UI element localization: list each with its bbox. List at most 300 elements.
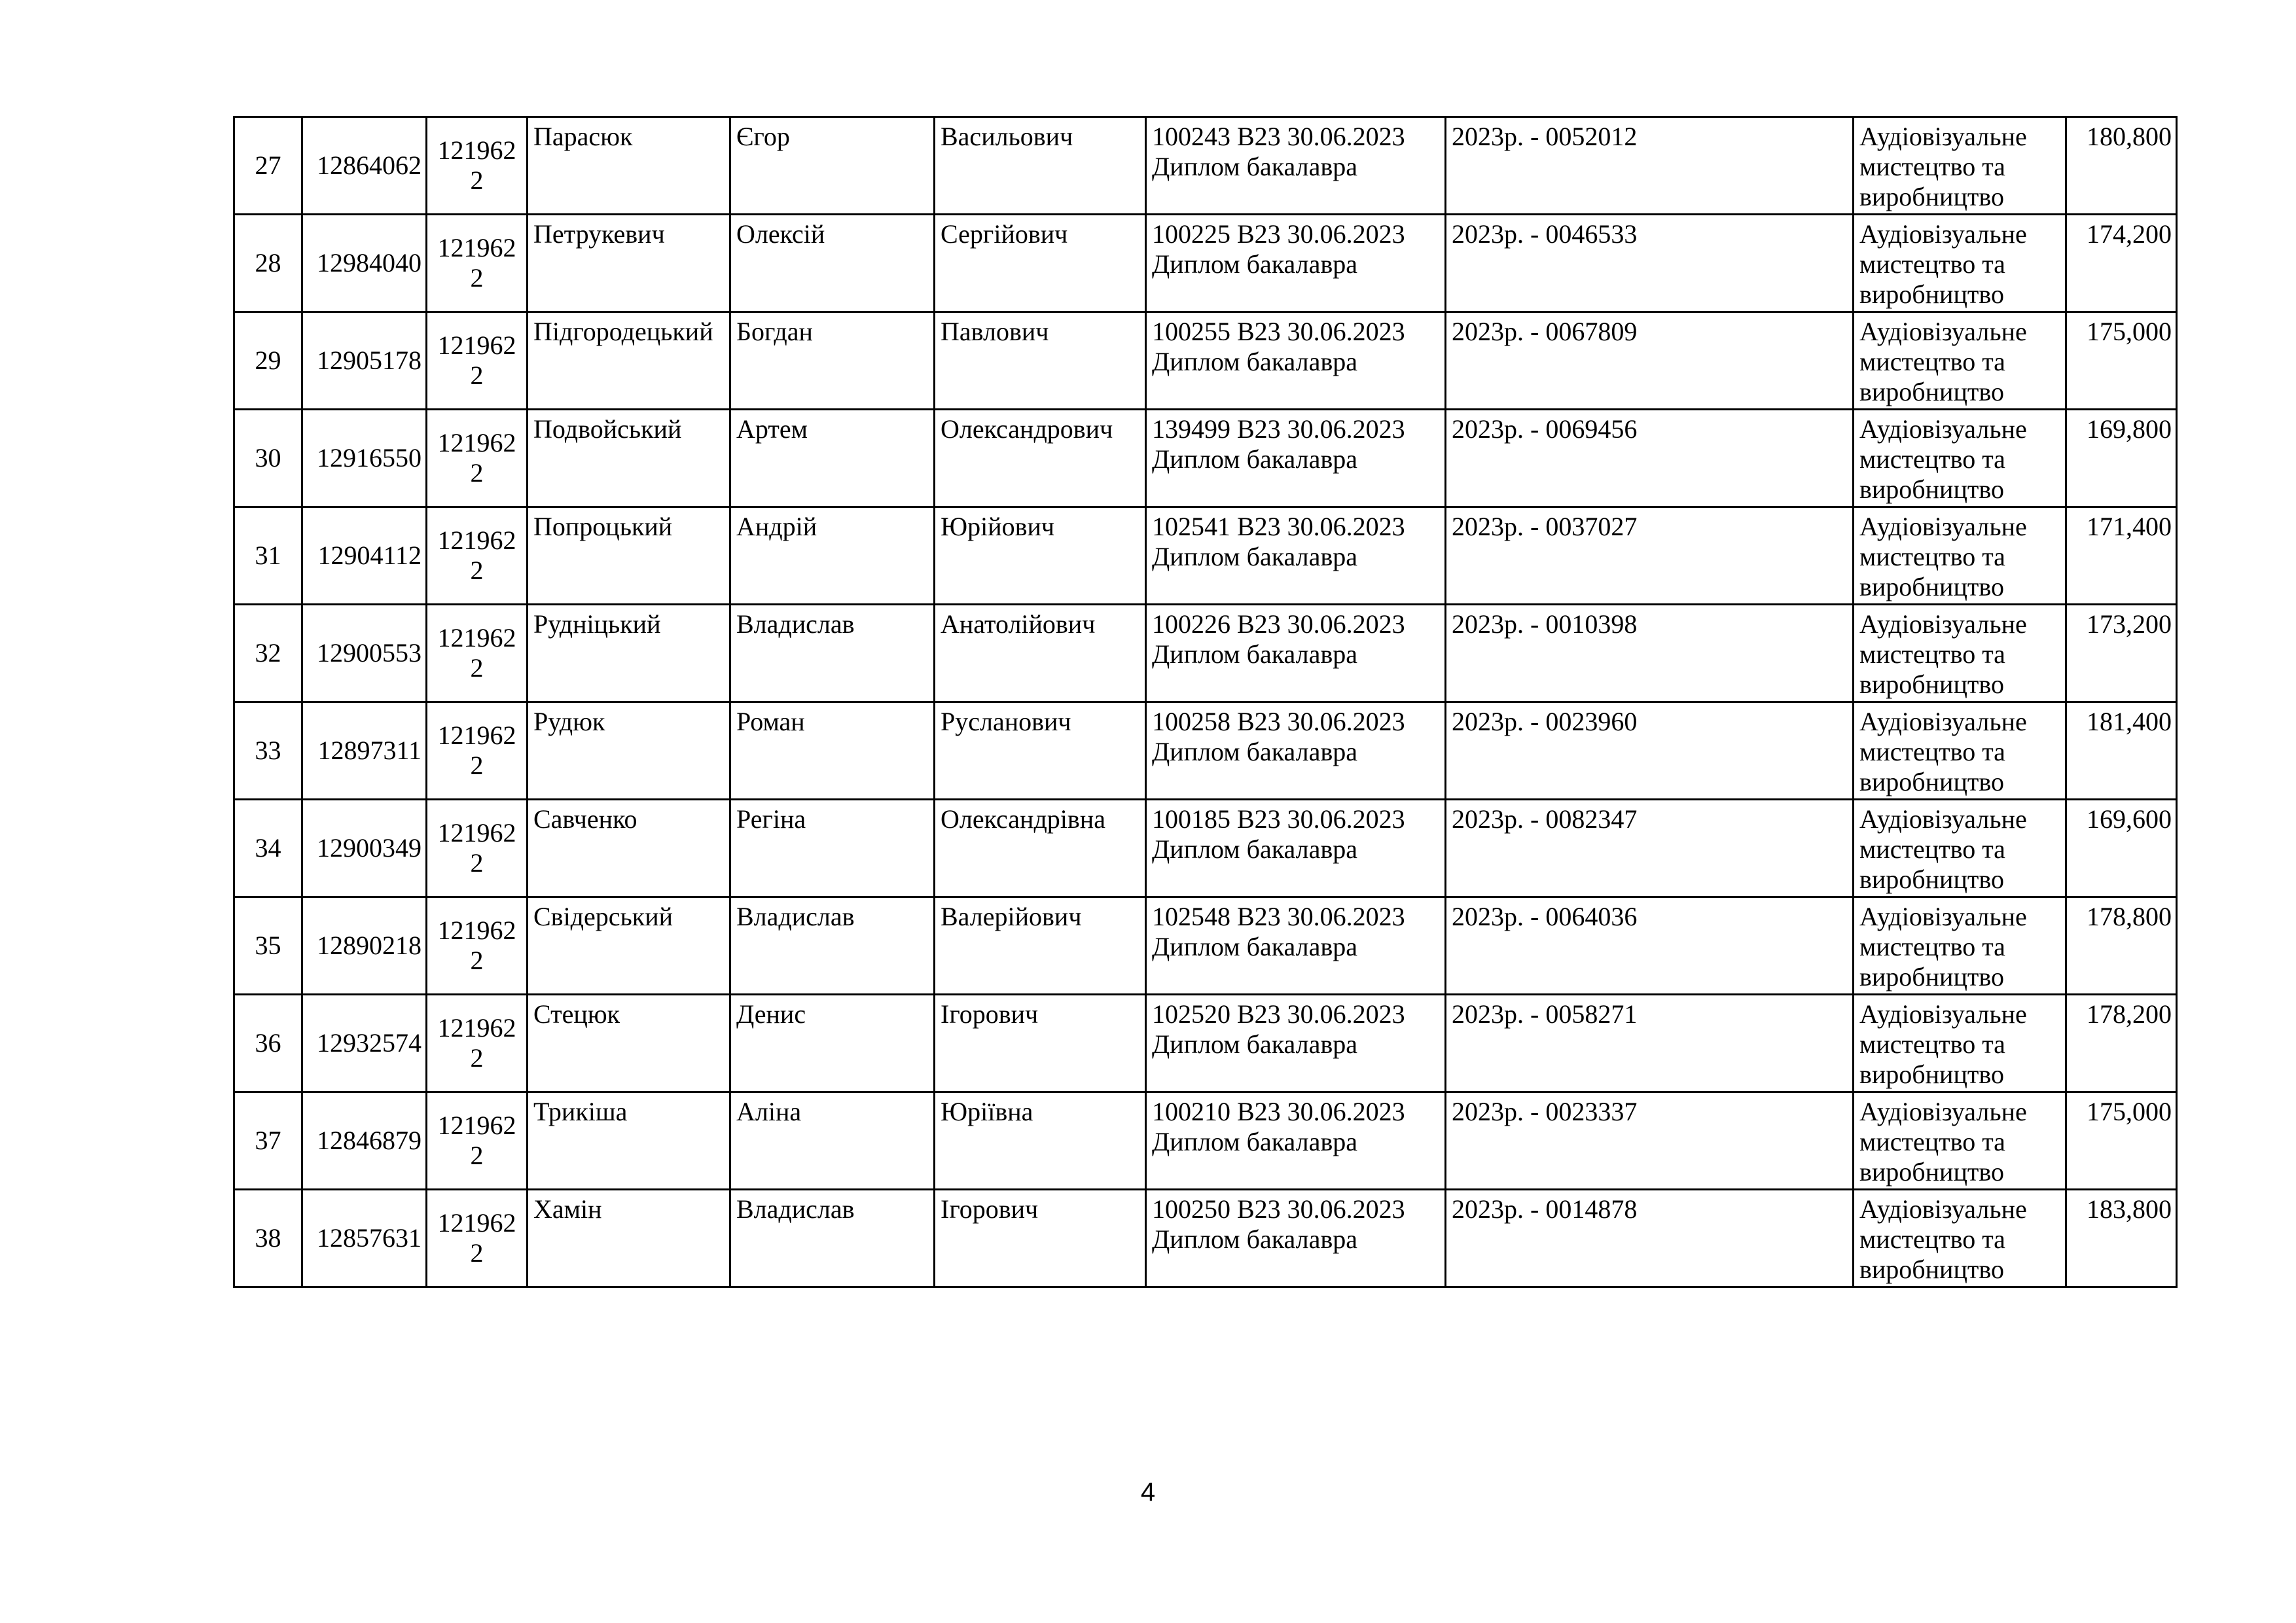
person-id-cell [302,605,427,702]
patronymic: Юрійович [941,512,1055,541]
diploma-number: 139499 B23 30.06.2023 [1152,414,1405,444]
table-row [234,410,2177,507]
person-id-cell [302,312,427,410]
records-table [233,116,2178,1288]
table-row [234,117,2177,215]
diploma-cell [1146,995,1446,1092]
code-line-2: 2 [470,946,484,975]
table-row [234,507,2177,605]
first-name-cell [730,605,935,702]
first-name-cell [730,312,935,410]
diploma-number: 100185 B23 30.06.2023 [1152,804,1405,834]
specialty-cell [1854,1190,2066,1287]
code-line-1: 121962 [437,1013,516,1043]
specialty-line-3: виробництво [1859,865,2004,894]
surname-cell [528,1092,730,1190]
diploma-number: 102541 B23 30.06.2023 [1152,512,1405,541]
registration-cell [1446,897,1854,995]
specialty-cell [1854,800,2066,897]
code-cell [427,800,528,897]
registration-number: 2023р. - 0082347 [1452,804,1638,834]
code-line-2: 2 [470,263,484,293]
code-cell [427,995,528,1092]
score-cell [2066,995,2177,1092]
first-name: Владислав [736,902,855,931]
row-number: 37 [255,1126,281,1155]
first-name-cell [730,995,935,1092]
patronymic-cell [935,897,1146,995]
surname-cell [528,995,730,1092]
score: 175,000 [2087,317,2172,346]
score: 173,200 [2087,609,2172,639]
code-line-1: 121962 [437,721,516,750]
specialty-line-2: мистецтво та [1859,444,2005,474]
specialty-line-1: Аудіовізуальне [1859,609,2027,639]
surname-cell [528,312,730,410]
table-row [234,1190,2177,1287]
score-cell [2066,215,2177,312]
code-line-2: 2 [470,1141,484,1170]
diploma-cell [1146,507,1446,605]
specialty-cell [1854,897,2066,995]
specialty-line-3: виробництво [1859,279,2004,309]
code-line-2: 2 [470,1043,484,1073]
patronymic-cell [935,117,1146,215]
diploma-cell [1146,605,1446,702]
surname: Петрукевич [533,219,665,249]
table-row [234,897,2177,995]
diploma-number: 100225 B23 30.06.2023 [1152,219,1405,249]
row-number: 30 [255,443,281,473]
first-name-cell [730,897,935,995]
specialty-line-1: Аудіовізуальне [1859,999,2027,1029]
patronymic-cell [935,605,1146,702]
table-row [234,215,2177,312]
patronymic: Васильович [941,122,1073,151]
code-cell [427,312,528,410]
person-id: 12904112 [317,541,422,570]
row-number-cell [234,702,302,800]
registration-number: 2023р. - 0014878 [1452,1194,1638,1224]
specialty-line-1: Аудіовізуальне [1859,804,2027,834]
first-name: Владислав [736,1194,855,1224]
page-number: 4 [1140,1478,1156,1507]
code-line-1: 121962 [437,233,516,262]
registration-cell [1446,605,1854,702]
person-id: 12984040 [317,248,422,277]
diploma-type: Диплом бакалавра [1152,737,1358,766]
patronymic-cell [935,410,1146,507]
registration-number: 2023р. - 0037027 [1452,512,1638,541]
surname: Рудюк [533,707,605,736]
registration-cell [1446,507,1854,605]
patronymic-cell [935,702,1146,800]
specialty-line-3: виробництво [1859,474,2004,504]
first-name: Регіна [736,804,806,834]
person-id: 12900553 [317,638,422,668]
first-name: Артем [736,414,808,444]
specialty-line-1: Аудіовізуальне [1859,512,2027,541]
person-id-cell [302,897,427,995]
registration-number: 2023р. - 0069456 [1452,414,1638,444]
registration-cell [1446,410,1854,507]
first-name-cell [730,410,935,507]
registration-number: 2023р. - 0046533 [1452,219,1638,249]
code-line-2: 2 [470,458,484,488]
specialty-line-3: виробництво [1859,572,2004,601]
person-id-cell [302,1092,427,1190]
row-number-cell [234,605,302,702]
row-number-cell [234,1092,302,1190]
surname-cell [528,605,730,702]
patronymic-cell [935,215,1146,312]
code-cell [427,117,528,215]
surname: Савченко [533,804,637,834]
score: 175,000 [2087,1097,2172,1126]
score-cell [2066,702,2177,800]
person-id: 12864062 [317,151,422,180]
patronymic-cell [935,1190,1146,1287]
person-id-cell [302,410,427,507]
specialty-line-3: виробництво [1859,669,2004,699]
registration-number: 2023р. - 0064036 [1452,902,1638,931]
specialty-line-1: Аудіовізуальне [1859,122,2027,151]
score-cell [2066,507,2177,605]
specialty-line-3: виробництво [1859,962,2004,991]
specialty-cell [1854,702,2066,800]
specialty-line-2: мистецтво та [1859,834,2005,864]
code-cell [427,1190,528,1287]
row-number-cell [234,215,302,312]
code-cell [427,410,528,507]
registration-cell [1446,117,1854,215]
diploma-type: Диплом бакалавра [1152,542,1358,571]
registration-number: 2023р. - 0052012 [1452,122,1638,151]
diploma-type: Диплом бакалавра [1152,834,1358,864]
surname: Подвойський [533,414,682,444]
diploma-type: Диплом бакалавра [1152,639,1358,669]
diploma-cell [1146,215,1446,312]
registration-cell [1446,215,1854,312]
first-name: Андрій [736,512,817,541]
specialty-line-3: виробництво [1859,767,2004,796]
table-body [234,117,2177,1287]
first-name-cell [730,702,935,800]
diploma-cell [1146,410,1446,507]
specialty-line-1: Аудіовізуальне [1859,1097,2027,1126]
registration-number: 2023р. - 0058271 [1452,999,1638,1029]
diploma-number: 102548 B23 30.06.2023 [1152,902,1405,931]
diploma-cell [1146,312,1446,410]
code-cell [427,507,528,605]
patronymic: Русланович [941,707,1071,736]
specialty-line-1: Аудіовізуальне [1859,414,2027,444]
specialty-line-2: мистецтво та [1859,932,2005,961]
specialty-line-3: виробництво [1859,1157,2004,1186]
row-number: 36 [255,1028,281,1058]
registration-number: 2023р. - 0067809 [1452,317,1638,346]
code-line-2: 2 [470,653,484,683]
specialty-line-1: Аудіовізуальне [1859,707,2027,736]
score: 180,800 [2087,122,2172,151]
surname: Парасюк [533,122,633,151]
row-number-cell [234,410,302,507]
specialty-cell [1854,312,2066,410]
first-name: Роман [736,707,805,736]
surname-cell [528,507,730,605]
score: 169,600 [2087,804,2172,834]
diploma-cell [1146,117,1446,215]
row-number-cell [234,312,302,410]
diploma-number: 100210 B23 30.06.2023 [1152,1097,1405,1126]
first-name-cell [730,800,935,897]
person-id: 12905178 [317,346,422,375]
code-line-2: 2 [470,751,484,780]
specialty-line-2: мистецтво та [1859,1127,2005,1156]
code-line-2: 2 [470,1238,484,1268]
code-line-1: 121962 [437,428,516,457]
score: 169,800 [2087,414,2172,444]
patronymic-cell [935,800,1146,897]
table-row [234,312,2177,410]
score: 171,400 [2087,512,2172,541]
table-row [234,605,2177,702]
first-name: Єгор [736,122,790,151]
code-line-2: 2 [470,848,484,878]
row-number: 35 [255,931,281,960]
specialty-line-2: мистецтво та [1859,152,2005,181]
surname-cell [528,702,730,800]
code-line-2: 2 [470,556,484,585]
patronymic: Олександрівна [941,804,1105,834]
patronymic-cell [935,507,1146,605]
row-number-cell [234,800,302,897]
registration-cell [1446,702,1854,800]
diploma-type: Диплом бакалавра [1152,1029,1358,1059]
specialty-line-2: мистецтво та [1859,1224,2005,1254]
person-id-cell [302,117,427,215]
patronymic: Анатолійович [941,609,1096,639]
specialty-line-1: Аудіовізуальне [1859,317,2027,346]
person-id-cell [302,507,427,605]
table-row [234,995,2177,1092]
patronymic-cell [935,995,1146,1092]
person-id-cell [302,702,427,800]
registration-number: 2023р. - 0010398 [1452,609,1638,639]
specialty-line-3: виробництво [1859,182,2004,211]
surname: Хамін [533,1194,602,1224]
row-number: 34 [255,833,281,863]
patronymic-cell [935,1092,1146,1190]
registration-number: 2023р. - 0023337 [1452,1097,1638,1126]
specialty-line-2: мистецтво та [1859,1029,2005,1059]
registration-cell [1446,1190,1854,1287]
first-name: Олексій [736,219,825,249]
diploma-cell [1146,702,1446,800]
score-cell [2066,1092,2177,1190]
surname-cell [528,1190,730,1287]
diploma-type: Диплом бакалавра [1152,1127,1358,1156]
diploma-number: 100258 B23 30.06.2023 [1152,707,1405,736]
patronymic: Павлович [941,317,1049,346]
diploma-number: 100243 B23 30.06.2023 [1152,122,1405,151]
row-number: 28 [255,248,281,277]
person-id: 12900349 [317,833,422,863]
diploma-type: Диплом бакалавра [1152,444,1358,474]
patronymic: Валерійович [941,902,1082,931]
patronymic: Сергійович [941,219,1068,249]
specialty-line-1: Аудіовізуальне [1859,219,2027,249]
surname-cell [528,897,730,995]
diploma-type: Диплом бакалавра [1152,1224,1358,1254]
specialty-line-3: виробництво [1859,377,2004,406]
first-name: Аліна [736,1097,802,1126]
row-number-cell [234,507,302,605]
score: 181,400 [2087,707,2172,736]
specialty-line-2: мистецтво та [1859,542,2005,571]
registration-cell [1446,312,1854,410]
first-name-cell [730,215,935,312]
diploma-cell [1146,800,1446,897]
code-line-1: 121962 [437,1208,516,1238]
person-id-cell [302,995,427,1092]
row-number: 29 [255,346,281,375]
diploma-type: Диплом бакалавра [1152,347,1358,376]
score: 183,800 [2087,1194,2172,1224]
registration-cell [1446,1092,1854,1190]
registration-number: 2023р. - 0023960 [1452,707,1638,736]
registration-cell [1446,800,1854,897]
person-id: 12897311 [317,736,422,765]
person-id: 12846879 [317,1126,422,1155]
code-line-1: 121962 [437,1111,516,1140]
person-id: 12932574 [317,1028,422,1058]
first-name: Богдан [736,317,813,346]
code-line-2: 2 [470,166,484,195]
specialty-line-3: виробництво [1859,1060,2004,1089]
diploma-cell [1146,1190,1446,1287]
score-cell [2066,117,2177,215]
first-name-cell [730,507,935,605]
patronymic: Ігорович [941,999,1039,1029]
person-id-cell [302,215,427,312]
surname-cell [528,410,730,507]
score-cell [2066,1190,2177,1287]
specialty-line-2: мистецтво та [1859,737,2005,766]
row-number: 32 [255,638,281,668]
row-number-cell [234,1190,302,1287]
specialty-line-1: Аудіовізуальне [1859,902,2027,931]
person-id: 12916550 [317,443,422,473]
code-line-1: 121962 [437,623,516,652]
specialty-line-2: мистецтво та [1859,639,2005,669]
row-number-cell [234,897,302,995]
code-cell [427,215,528,312]
patronymic: Юріївна [941,1097,1033,1126]
diploma-type: Диплом бакалавра [1152,152,1358,181]
person-id-cell [302,1190,427,1287]
diploma-number: 100255 B23 30.06.2023 [1152,317,1405,346]
code-line-1: 121962 [437,916,516,945]
code-line-1: 121962 [437,526,516,555]
score: 178,800 [2087,902,2172,931]
code-cell [427,897,528,995]
specialty-cell [1854,507,2066,605]
specialty-cell [1854,605,2066,702]
surname: Трикіша [533,1097,628,1126]
specialty-cell [1854,215,2066,312]
surname: Попроцький [533,512,673,541]
diploma-cell [1146,1092,1446,1190]
specialty-line-2: мистецтво та [1859,347,2005,376]
specialty-cell [1854,410,2066,507]
diploma-cell [1146,897,1446,995]
first-name-cell [730,117,935,215]
score-cell [2066,312,2177,410]
score: 178,200 [2087,999,2172,1029]
row-number: 27 [255,151,281,180]
row-number-cell [234,995,302,1092]
row-number-cell [234,117,302,215]
specialty-cell [1854,995,2066,1092]
specialty-line-1: Аудіовізуальне [1859,1194,2027,1224]
diploma-type: Диплом бакалавра [1152,932,1358,961]
surname: Рудніцький [533,609,661,639]
first-name-cell [730,1190,935,1287]
surname: Свідерський [533,902,673,931]
specialty-cell [1854,1092,2066,1190]
table-row [234,702,2177,800]
first-name: Денис [736,999,806,1029]
row-number: 33 [255,736,281,765]
person-id: 12857631 [317,1223,422,1253]
specialty-line-3: виробництво [1859,1255,2004,1284]
surname-cell [528,117,730,215]
code-line-2: 2 [470,361,484,390]
code-line-1: 121962 [437,135,516,165]
diploma-number: 102520 B23 30.06.2023 [1152,999,1405,1029]
score-cell [2066,897,2177,995]
score-cell [2066,800,2177,897]
diploma-type: Диплом бакалавра [1152,249,1358,279]
person-id: 12890218 [317,931,422,960]
patronymic: Олександрович [941,414,1113,444]
table-row [234,1092,2177,1190]
code-line-1: 121962 [437,330,516,360]
row-number: 31 [255,541,281,570]
surname: Підгородецький [533,317,713,346]
score-cell [2066,410,2177,507]
first-name: Владислав [736,609,855,639]
specialty-cell [1854,117,2066,215]
table-row [234,800,2177,897]
registration-cell [1446,995,1854,1092]
diploma-number: 100226 B23 30.06.2023 [1152,609,1405,639]
score: 174,200 [2087,219,2172,249]
patronymic-cell [935,312,1146,410]
code-cell [427,702,528,800]
surname: Стецюк [533,999,620,1029]
patronymic: Ігорович [941,1194,1039,1224]
first-name-cell [730,1092,935,1190]
diploma-number: 100250 B23 30.06.2023 [1152,1194,1405,1224]
person-id-cell [302,800,427,897]
code-cell [427,1092,528,1190]
code-line-1: 121962 [437,818,516,847]
surname-cell [528,215,730,312]
score-cell [2066,605,2177,702]
specialty-line-2: мистецтво та [1859,249,2005,279]
